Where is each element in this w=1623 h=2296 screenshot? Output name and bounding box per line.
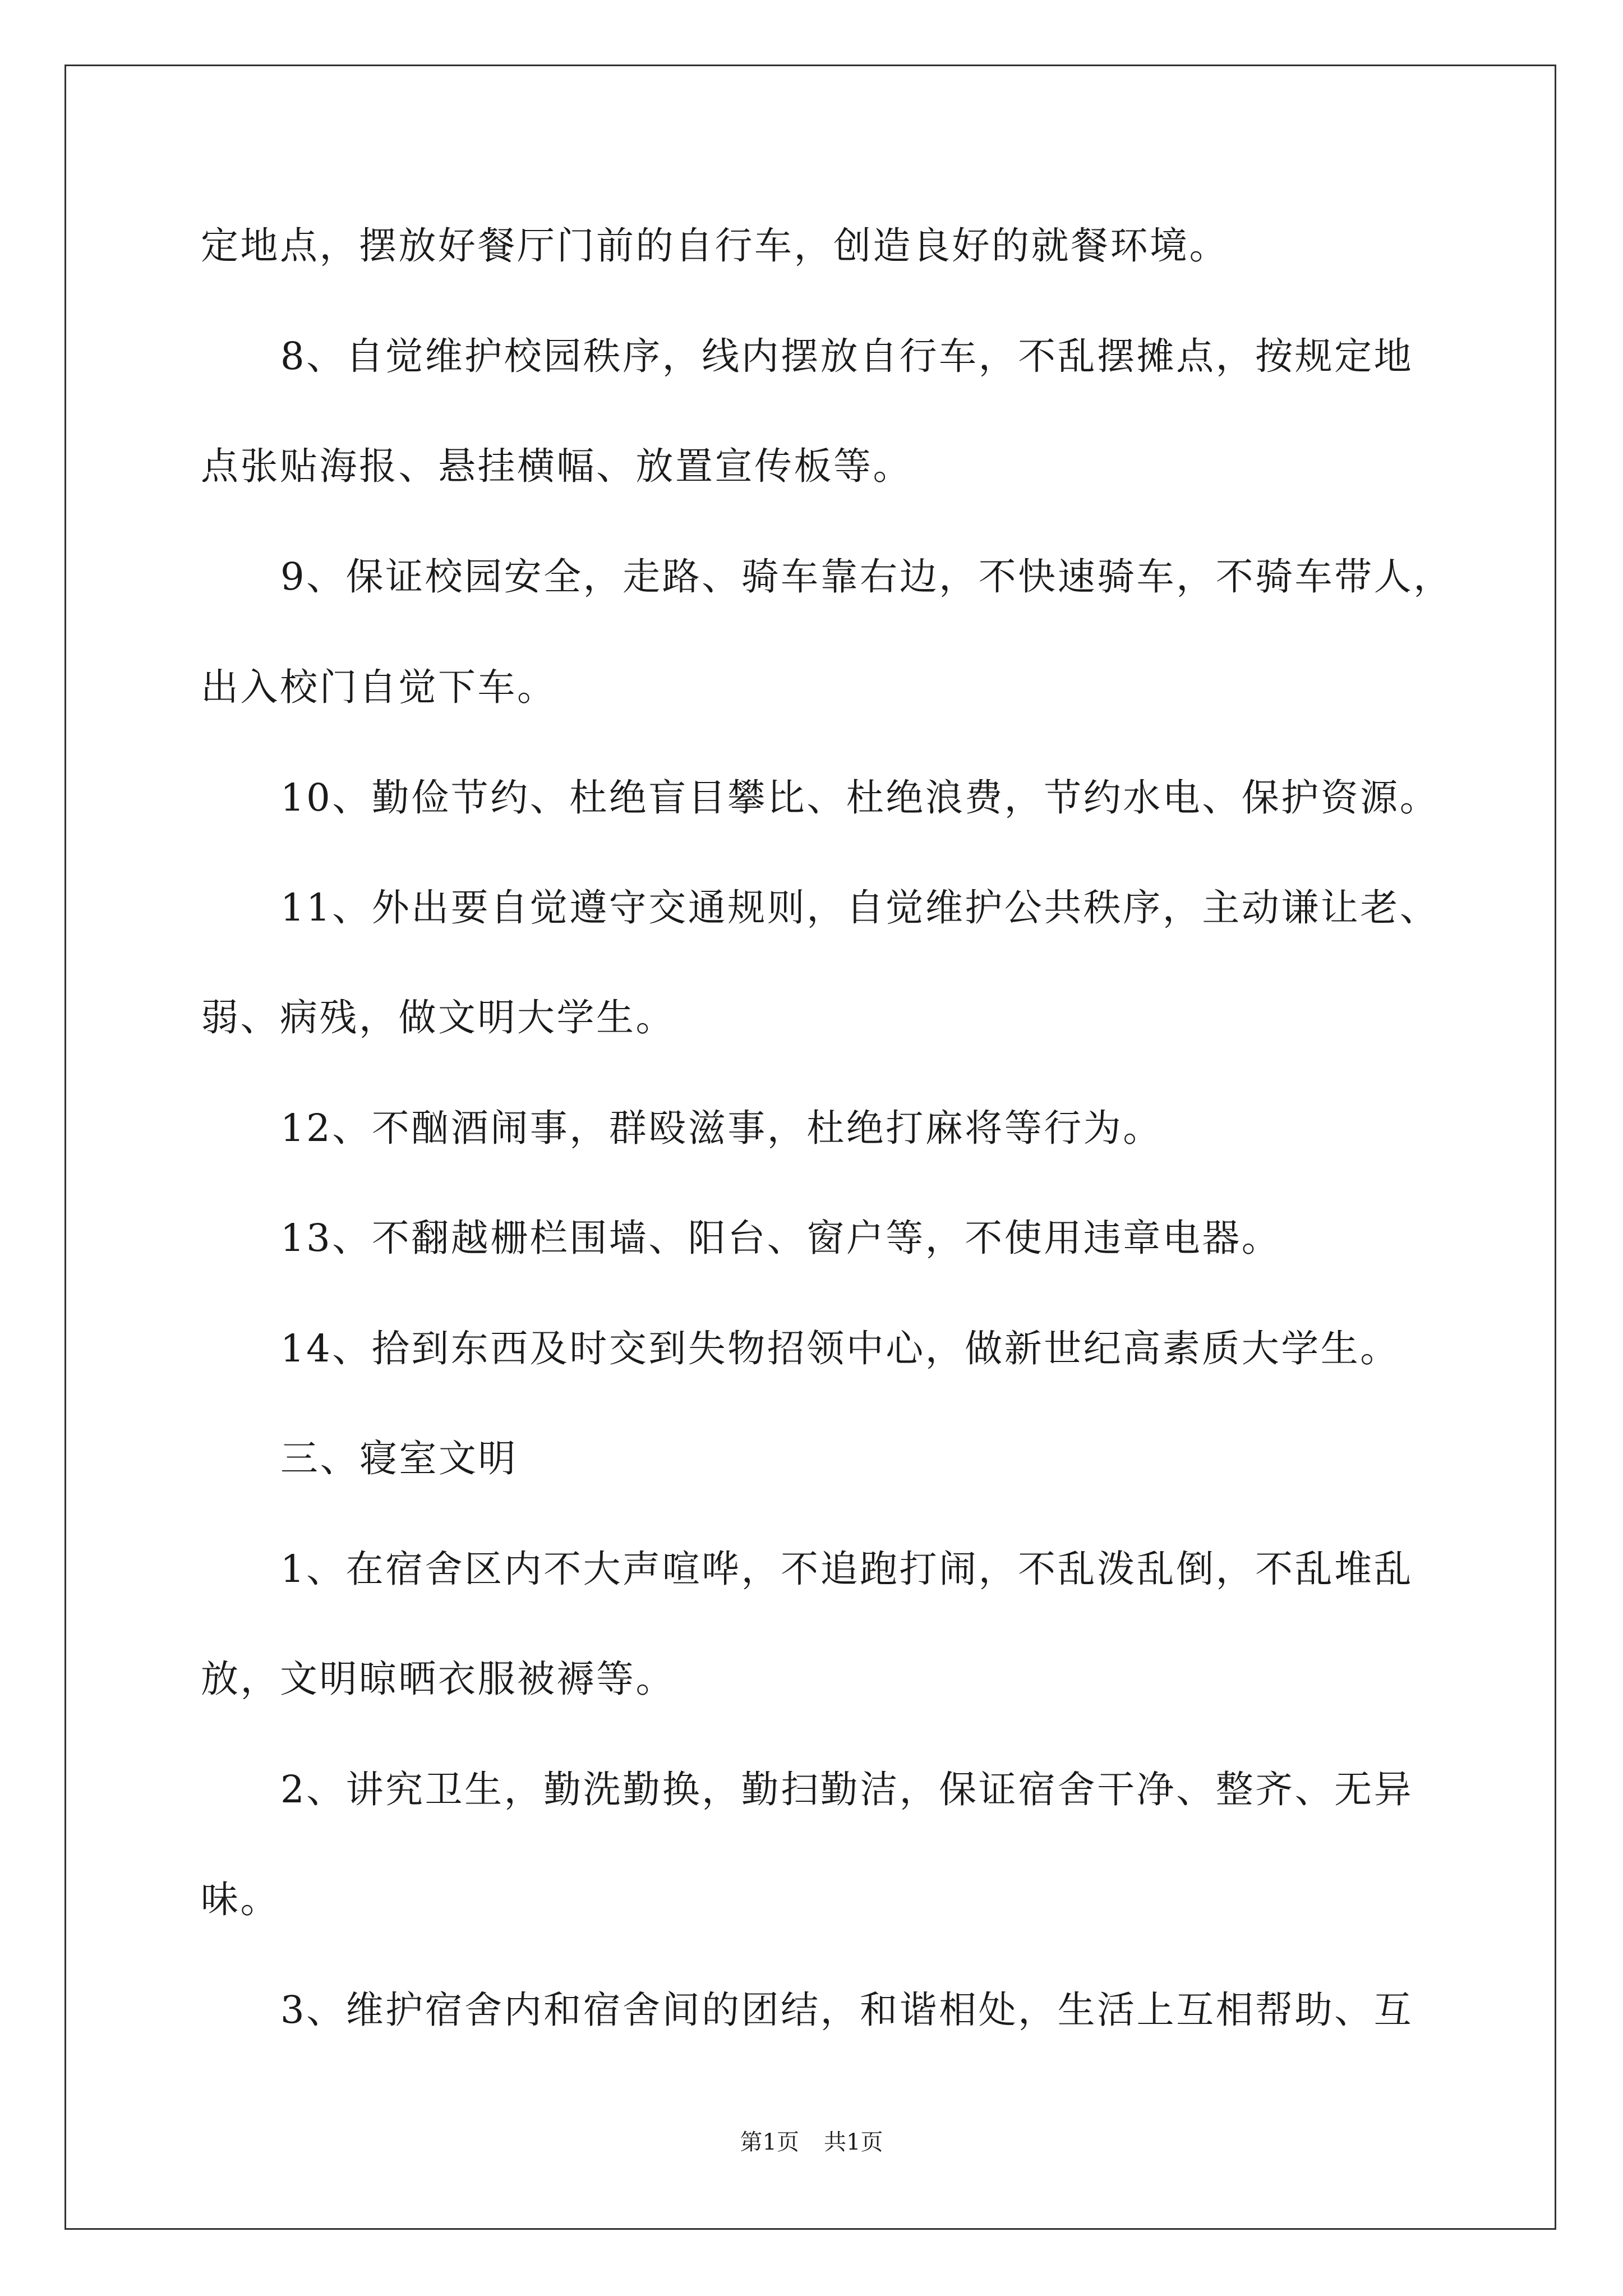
text-line: 放，文明晾晒衣服被褥等。 (201, 1657, 675, 1701)
text-line: 12、不酗酒闹事，群殴滋事，杜绝打麻将等行为。 (280, 1106, 1163, 1150)
text-line: 3、维护宿舍内和宿舍间的团结，和谐相处，生活上互相帮助、互 (280, 1988, 1414, 2032)
text-line: 出入校门自觉下车。 (201, 665, 557, 709)
text-line: 点张贴海报、悬挂横幅、放置宣传板等。 (201, 444, 912, 488)
text-line: 11、外出要自觉遵守交通规则，自觉维护公共秩序，主动谦让老、 (280, 886, 1440, 930)
text-line: 9、保证校园安全，走路、骑车靠右边，不快速骑车，不骑车带人， (280, 555, 1453, 599)
text-line: 弱、病残，做文明大学生。 (201, 996, 675, 1039)
text-line: 13、不翻越栅栏围墙、阳台、窗户等，不使用违章电器。 (280, 1216, 1281, 1260)
page-footer (0, 2124, 1623, 2156)
text-line: 2、讲究卫生，勤洗勤换，勤扫勤洁，保证宿舍干净、整齐、无异 (280, 1768, 1414, 1811)
text-line: 14、拾到东西及时交到失物招领中心，做新世纪高素质大学生。 (280, 1327, 1400, 1370)
text-line: 1、在宿舍区内不大声喧哗，不追跑打闹，不乱泼乱倒，不乱堆乱 (280, 1547, 1414, 1591)
page-number: 第1页 (740, 2129, 799, 2155)
text-line: 8、自觉维护校园秩序，线内摆放自行车，不乱摆摊点，按规定地 (280, 334, 1414, 378)
section-heading: 三、寝室文明 (280, 1437, 518, 1480)
text-line: 味。 (201, 1878, 280, 1921)
text-line: 10、勤俭节约、杜绝盲目攀比、杜绝浪费，节约水电、保护资源。 (280, 776, 1440, 820)
text-line: 定地点，摆放好餐厅门前的自行车，创造良好的就餐环境。 (201, 224, 1229, 268)
page-total: 共1页 (824, 2129, 883, 2155)
